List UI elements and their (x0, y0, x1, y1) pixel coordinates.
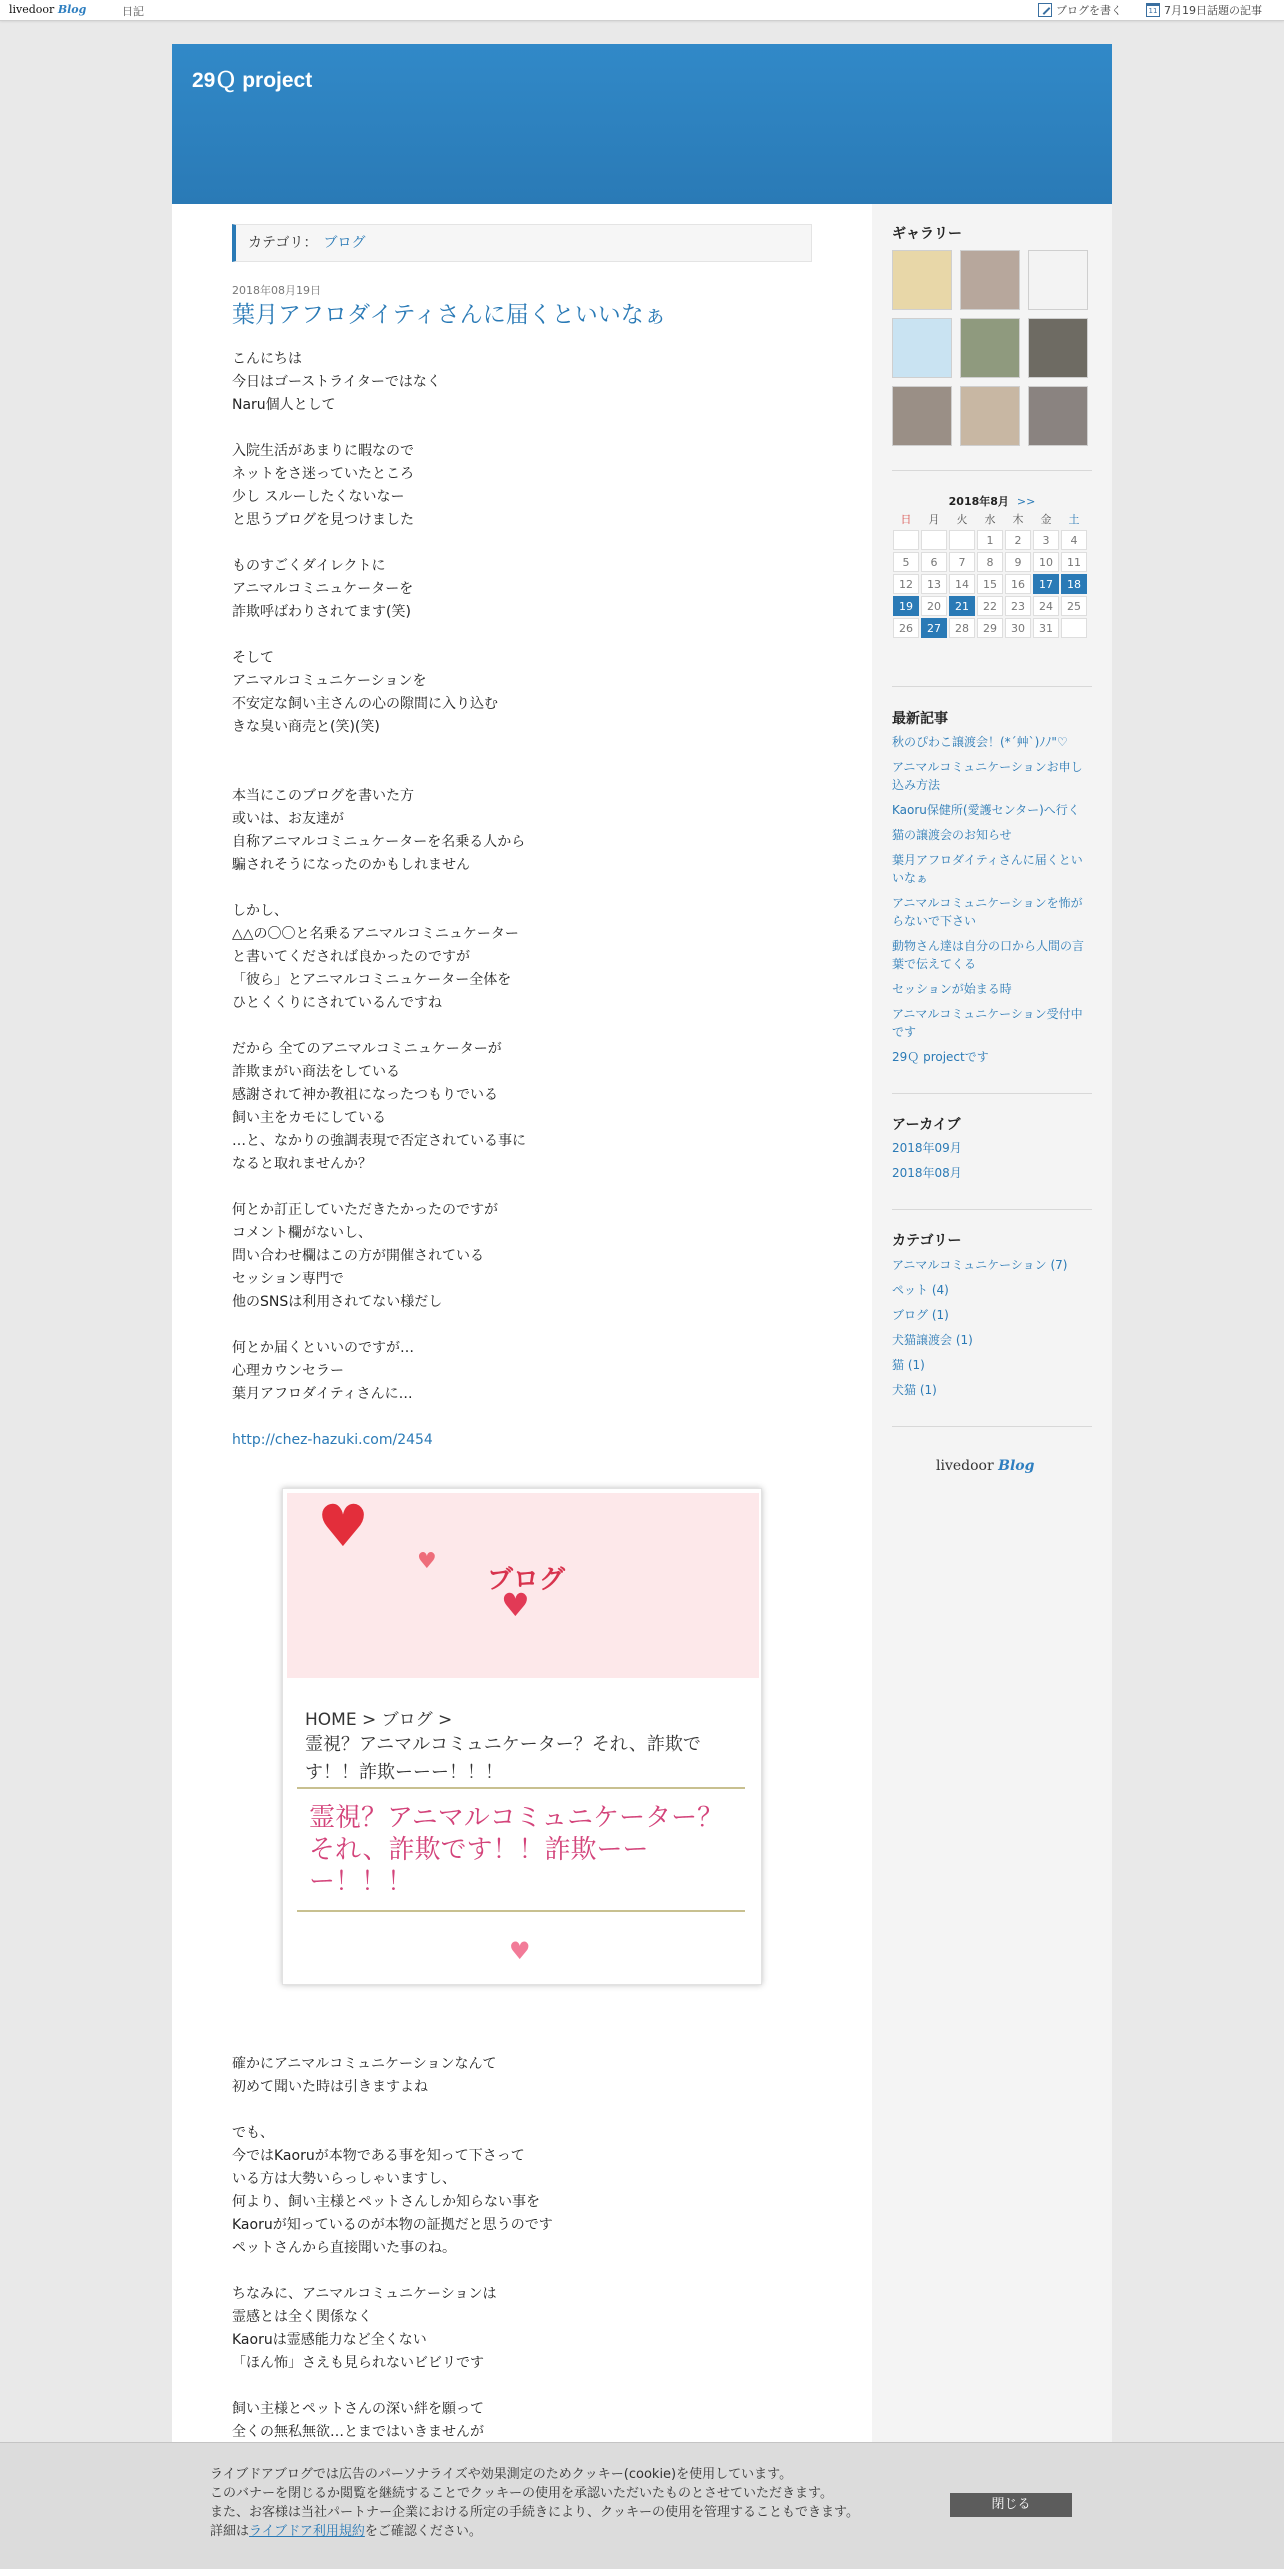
gallery-thumbnail[interactable] (960, 386, 1020, 446)
calendar-weekday: 金 (1040, 513, 1052, 526)
blog-header (172, 44, 1112, 204)
recent-posts-list (892, 733, 1092, 1073)
calendar-day: 23 (1005, 596, 1031, 616)
heart-icon: ♥ (501, 1586, 530, 1624)
heart-icon: ♥ (317, 1492, 369, 1560)
cookie-message: ライブドアブログでは広告のパーソナライズや効果測定のためクッキー(cookie)を使用しています。 このバナーを閉じるか閲覧を継続することでクッキーの使用を承認いただいたものとさせていただきます。 また、お客様は当社パートナー企業における所定の手続きにより、クッキーの使用を管理することもできます。 詳細は (210, 2467, 859, 2539)
card-divider (297, 1787, 745, 1789)
archive-link[interactable]: 2018年09月 (892, 1141, 962, 1155)
post-title[interactable]: 葉月アフロダイティさんに届くといいなぁ (232, 301, 667, 327)
calendar-day: 4 (1061, 530, 1087, 550)
recent-post-link[interactable]: Kaoru保健所(愛護センター)へ行く (892, 803, 1080, 817)
recent-posts-heading: 最新記事 (892, 711, 948, 727)
archive-heading: アーカイブ (892, 1117, 961, 1133)
gallery-thumbnail[interactable] (960, 318, 1020, 378)
card-banner-text: ブログ (487, 1564, 566, 1594)
calendar-day: 16 (1005, 574, 1031, 594)
calendar-day: 14 (949, 574, 975, 594)
calendar-day: 5 (893, 552, 919, 572)
trending-topics-link[interactable] (1146, 2, 1262, 18)
recent-post-link[interactable]: 葉月アフロダイティさんに届くといいなぁ (892, 853, 1083, 885)
write-blog-link[interactable] (1038, 2, 1122, 18)
gallery-thumbnail[interactable] (892, 386, 952, 446)
archive-list (892, 1139, 1092, 1189)
sidebar-divider (892, 1209, 1092, 1210)
card-breadcrumb: HOME > ブログ > (305, 1710, 453, 1730)
calendar-day: 26 (893, 618, 919, 638)
calendar-weekday: 火 (956, 513, 968, 526)
category-heading: カテゴリー (892, 1233, 962, 1249)
calendar-weekday: 土 (1068, 513, 1080, 526)
calendar-next-link[interactable]: >> (1016, 495, 1036, 508)
close-button[interactable]: 閉じる (950, 2493, 1072, 2517)
calendar-grid (893, 512, 1092, 638)
recent-post-link[interactable]: セッションが始まる時 (892, 982, 1012, 996)
calendar-day: 28 (949, 618, 975, 638)
write-blog-label: ブログを書く (1056, 4, 1122, 17)
livedoor-blog-logo[interactable]: livedoor Blog (9, 3, 87, 16)
footer-livedoor-logo[interactable]: livedoor Blog (936, 1458, 1035, 1474)
nikki-link[interactable]: 日記 (122, 5, 144, 18)
calendar-day (921, 530, 947, 550)
gallery-thumbnail[interactable] (1028, 250, 1088, 310)
calendar-day: 12 (893, 574, 919, 594)
category-item-link[interactable]: ペット (4) (892, 1283, 949, 1297)
blog-title[interactable]: 29Ｑ project (192, 69, 313, 92)
external-link[interactable]: http://chez-hazuki.com/2454 (232, 1432, 433, 1448)
calendar-day: 20 (921, 596, 947, 616)
calendar-icon: 11 (1146, 3, 1160, 17)
calendar-day: 10 (1033, 552, 1059, 572)
calendar-day: 31 (1033, 618, 1059, 638)
calendar-day: 6 (921, 552, 947, 572)
calendar-weekday: 木 (1012, 513, 1024, 526)
gallery-thumbnail[interactable] (892, 250, 952, 310)
calendar-day: 2 (1005, 530, 1031, 550)
calendar-weekday: 月 (928, 513, 940, 526)
recent-post-link[interactable]: 秋のぴわこ譲渡会！(*´艸`)ﾉﾉ"♡ (892, 735, 1068, 749)
card-title: 霊視？アニマルコミュニケーター？それ、詐欺です！！詐欺ーーー！！！ (309, 1802, 724, 1896)
calendar-day: 25 (1061, 596, 1087, 616)
calendar-month-label: 2018年8月 (948, 495, 1009, 508)
archive-link[interactable]: 2018年08月 (892, 1166, 962, 1180)
recent-post-link[interactable]: アニマルコミュニケーションお申し込み方法 (892, 760, 1083, 792)
calendar-day: 7 (949, 552, 975, 572)
calendar-day: 22 (977, 596, 1003, 616)
category-item-link[interactable]: ブログ (1) (892, 1308, 949, 1322)
card-banner (287, 1493, 759, 1678)
top-bar (0, 0, 1284, 21)
calendar-day: 13 (921, 574, 947, 594)
calendar-day: 30 (1005, 618, 1031, 638)
calendar-day: 24 (1033, 596, 1059, 616)
gallery-grid (892, 250, 1092, 446)
gallery-thumbnail[interactable] (960, 250, 1020, 310)
category-prefix: カテゴリ： (248, 235, 318, 251)
category-list (892, 1256, 1092, 1406)
category-breadcrumb (232, 224, 812, 262)
recent-post-link[interactable]: アニマルコミュニケーション受付中です (892, 1007, 1083, 1039)
sidebar-divider (892, 686, 1092, 687)
embedded-blog-card[interactable] (282, 1488, 762, 1985)
calendar-widget (892, 492, 1092, 638)
sidebar-divider (892, 1426, 1092, 1427)
gallery-thumbnail[interactable] (1028, 318, 1088, 378)
cookie-suffix: をご確認ください。 (364, 2524, 482, 2539)
category-link[interactable]: ブログ (323, 235, 366, 251)
calendar-day: 11 (1061, 552, 1087, 572)
calendar-day: 3 (1033, 530, 1059, 550)
recent-post-link[interactable]: 29Ｑ projectです (892, 1050, 989, 1064)
calendar-day: 29 (977, 618, 1003, 638)
calendar-day: 1 (977, 530, 1003, 550)
category-item-link[interactable]: 猫 (1) (892, 1358, 925, 1372)
gallery-heading: ギャラリー (892, 226, 962, 242)
cookie-banner (0, 2442, 1284, 2569)
post-date: 2018年08月19日 (232, 284, 321, 297)
category-item-link[interactable]: アニマルコミュニケーション (7) (892, 1258, 1068, 1272)
post-body-bottom: 確かにアニマルコミュニケーションなんて 初めて聞いた時は引きますよね でも、 今ではKaoruが本物である事を知って下さって いる方は大勢いらっしゃいますし、 何より、飼い主様とペットさんしか知らない事を Kaoruが知っているのが本物の証拠だと思うのです ペットさんから直接聞いた事のね。 ちなみに、アニマルコミュニケーションは 霊感とは全く関係なく Kaoruは霊感能力など全くない 「ほん怖」さえも見られないビビリです 飼い主様とペットさんの深い絆を願って 全くの無私無欲…とまではいきませんが (232, 2056, 553, 2440)
gallery-thumbnail[interactable] (892, 318, 952, 378)
post-body-top (232, 348, 812, 1452)
sidebar-divider (892, 470, 1092, 471)
calendar-weekday: 日 (900, 513, 912, 526)
post-text-top: こんにちは 今日はゴーストライターではなく Naru個人として 入院生活があまりに暇なので ネットをさ迷っていたところ 少し スルーしたくないなー と思うブログを見つけました ものすごくダイレクトに アニマルコミニュケーターを 詐欺呼ばわりされてます(笑) そして アニマルコミュニケーションを 不安定な飼い主さんの心の隙間に入り込む きな臭い商売と(笑)(笑) 本当にこのブログを書いた方 或いは、お友達が 自称アニマルコミニュケーターを名乗る人から 騙されそうになったのかもしれません しかし、 △△の〇〇と名乗るアニマルコミニュケーター と書いてくだされば良かったのですが 「彼ら」とアニマルコミニュケーター全体を ひとくくりにされているんですね だから 全てのアニマルコミニュケーターが 詐欺まがい商法をしている 感謝されて神か教祖になったつもりでいる 飼い主をカモにしている …と、なかりの強調表現で否定されている事に なると取れませんか？ 何とか訂正していただきたかったのですが コメント欄がないし、 問い合わせ欄はこの方が開催されている セッション専門で 他のSNSは利用されてない様だし 何とか届くといいのですが… 心理カウンセラー 葉月アフロダイティさんに… (232, 351, 526, 1402)
calendar-day (893, 530, 919, 550)
heart-icon: ♥ (509, 1937, 531, 1965)
card-breadcrumb-title: 霊視？アニマルコミュニケーター？それ、詐欺です！！詐欺ーーー！！！ (305, 1734, 701, 1783)
heart-icon: ♥ (417, 1549, 437, 1574)
gallery-thumbnail[interactable] (1028, 386, 1088, 446)
recent-post-link[interactable]: アニマルコミュニケーションを怖がらないで下さい (892, 896, 1083, 928)
calendar-day[interactable]: 27 (921, 618, 947, 638)
calendar-day[interactable]: 19 (893, 596, 919, 616)
card-divider (297, 1910, 745, 1912)
category-item-link[interactable]: 犬猫譲渡会 (1) (892, 1333, 973, 1347)
calendar-weekday: 水 (984, 513, 996, 526)
recent-post-link[interactable]: 動物さん達は自分の口から人間の言葉で伝えてくる (892, 939, 1085, 971)
terms-link[interactable]: ライブドア利用規約 (249, 2524, 365, 2539)
calendar-day[interactable]: 21 (949, 596, 975, 616)
calendar-day: 8 (977, 552, 1003, 572)
trending-topics-label: 7月19日話題の記事 (1164, 4, 1262, 17)
calendar-day[interactable]: 18 (1061, 574, 1087, 594)
calendar-day[interactable]: 17 (1033, 574, 1059, 594)
recent-post-link[interactable]: 猫の譲渡会のお知らせ (892, 828, 1012, 842)
pen-icon (1038, 3, 1052, 17)
calendar-day (1061, 618, 1087, 638)
category-item-link[interactable]: 犬猫 (1) (892, 1383, 937, 1397)
calendar-day: 9 (1005, 552, 1031, 572)
calendar-month (892, 492, 1092, 512)
calendar-day (949, 530, 975, 550)
sidebar-divider (892, 1093, 1092, 1094)
calendar-day: 15 (977, 574, 1003, 594)
cookie-text (210, 2465, 930, 2541)
